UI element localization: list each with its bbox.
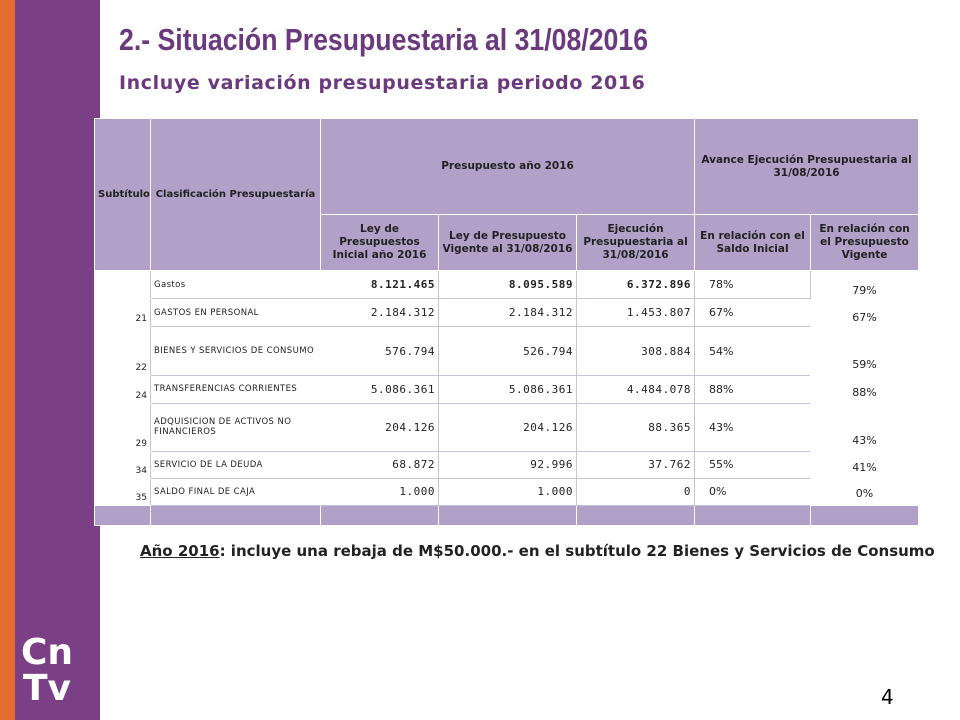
header-presupuesto: Presupuesto año 2016 [321,119,695,215]
cell-ley-vigente: 526.794 [439,327,577,375]
note-lead: Año 2016 [140,542,220,560]
cell-clasificacion: TRANSFERENCIAS CORRIENTES [151,375,321,403]
cell-rel-inicial: 43% [695,403,811,451]
note-text: : incluye una rebaja de M$50.000.- en el subtítulo 22 Bienes y Servicios de Consumo [219,542,935,560]
cell-ley-inicial: 2.184.312 [321,299,439,327]
cell-ley-inicial: 1.000 [321,478,439,505]
cell-subtitulo: 22 [95,327,151,375]
header-clasificacion: Clasificación Presupuestaría [151,119,321,271]
cell-rel-inicial: 54% [695,327,811,375]
cell-rel-inicial: 55% [695,451,811,478]
cell-clasificacion: ADQUISICION DE ACTIVOS NO FINANCIEROS [151,403,321,451]
cell-rel-inicial: 88% [695,375,811,403]
cell-ley-vigente: 204.126 [439,403,577,451]
cell-clasificacion: BIENES Y SERVICIOS DE CONSUMO [151,327,321,375]
cell-ejecucion: 37.762 [577,451,695,478]
table-row [95,327,919,375]
table-row [95,271,919,299]
cell-ley-vigente: 92.996 [439,451,577,478]
footer-cell [151,505,321,525]
cell-subtitulo: 21 [95,299,151,327]
logo-text-top: Cn [20,632,74,673]
page-subtitle: Incluye variación presupuestaria periodo 2016 [119,72,646,94]
cell-subtitulo: 35 [95,478,151,505]
cntv-logo [18,632,76,704]
cell-ley-inicial: 576.794 [321,327,439,375]
cell-clasificacion: SALDO FINAL DE CAJA [151,478,321,505]
left-purple-bar [15,0,100,720]
footer-cell [811,505,919,525]
cell-ley-inicial: 8.121.465 [321,271,439,299]
cell-ejecucion: 308.884 [577,327,695,375]
cell-ejecucion: 88.365 [577,403,695,451]
cell-clasificacion: Gastos [151,271,321,299]
cell-ley-vigente: 5.086.361 [439,375,577,403]
cell-ley-inicial: 5.086.361 [321,375,439,403]
cell-clasificacion: SERVICIO DE LA DEUDA [151,451,321,478]
table-row [95,299,919,327]
cell-rel-inicial: 67% [695,299,811,327]
cell-ejecucion: 1.453.807 [577,299,695,327]
cell-subtitulo: 34 [95,451,151,478]
cell-ley-vigente: 1.000 [439,478,577,505]
cell-ley-vigente: 8.095.589 [439,271,577,299]
header-rel-inicial: En relación con el Saldo Inicial [695,215,811,271]
table-row [95,478,919,505]
left-orange-bar [0,0,15,720]
budget-table [94,118,919,526]
header-rel-vigente: En relación con el Presupuesto Vigente [811,215,919,271]
cell-subtitulo: 29 [95,403,151,451]
rel-vigente-value: 59% [852,358,877,372]
cell-ley-vigente: 2.184.312 [439,299,577,327]
rel-vigente-column [811,271,919,506]
logo-text-bottom: Tv [22,668,72,704]
header-ley-vigente: Ley de Presupuesto Vigente al 31/08/2016 [439,215,577,271]
page-number: 4 [881,685,894,709]
cell-ley-inicial: 68.872 [321,451,439,478]
rel-vigente-value: 79% [852,284,877,298]
rel-vigente-value: 43% [852,434,877,448]
cell-subtitulo [95,271,151,299]
table-footer-row [95,505,919,525]
budget-note [140,542,935,560]
table-row [95,375,919,403]
rel-vigente-value: 41% [852,461,877,475]
header-ley-inicial: Ley de Presupuestos Inicial año 2016 [321,215,439,271]
table-row [95,403,919,451]
footer-cell [439,505,577,525]
footer-cell [577,505,695,525]
footer-cell [321,505,439,525]
cell-ejecucion: 6.372.896 [577,271,695,299]
cell-rel-inicial: 0% [695,478,811,505]
cell-ejecucion: 0 [577,478,695,505]
cell-clasificacion: GASTOS EN PERSONAL [151,299,321,327]
footer-cell [95,505,151,525]
cell-ejecucion: 4.484.078 [577,375,695,403]
header-avance: Avance Ejecución Presupuestaria al 31/08/2016 [695,119,919,215]
cell-ley-inicial: 204.126 [321,403,439,451]
rel-vigente-value: 0% [855,487,874,501]
page-title: 2.- Situación Presupuestaria al 31/08/2016 [119,22,649,57]
cell-rel-inicial: 78% [695,271,811,299]
cell-subtitulo: 24 [95,375,151,403]
header-subtitulo: Subtítulo [95,119,151,271]
header-ejecucion: Ejecución Presupuestaria al 31/08/2016 [577,215,695,271]
rel-vigente-value: 88% [852,386,877,400]
footer-cell [695,505,811,525]
rel-vigente-value: 67% [852,311,877,325]
table-row [95,451,919,478]
